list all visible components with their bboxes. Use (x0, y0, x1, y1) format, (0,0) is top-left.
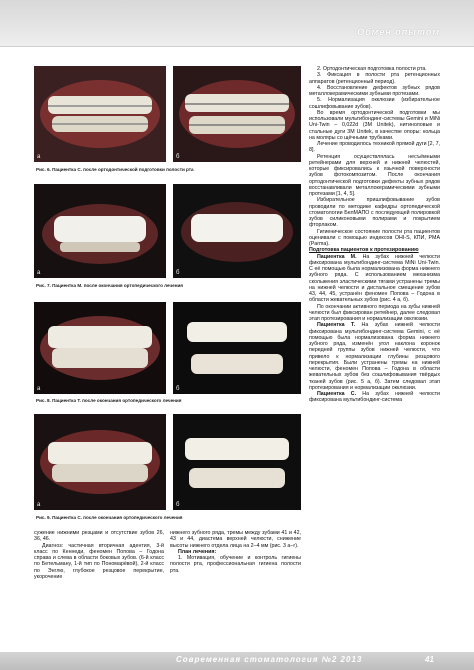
figure-9-caption: Рис. 9. Пациентка С. после окончания ортопедического лечения (36, 515, 183, 520)
figure-7a-photo (34, 184, 166, 278)
paragraph: 1. Мотивация, обучение и контроль гигиены полости рта, профессиональная гигиена полости рта. (170, 555, 301, 574)
figure-6a-photo (34, 66, 166, 162)
text-column-right (309, 66, 440, 404)
figure-7-caption: Рис. 7. Пациентка М. после окончания ортопедического лечения (36, 283, 183, 288)
patient-name: Пациентка Т. (317, 322, 356, 329)
teeth-icon (173, 184, 301, 278)
figure-9a-photo (34, 414, 166, 510)
figure-6b-label: б (176, 154, 180, 160)
text-column-middle (170, 530, 301, 574)
figure-6a-label: а (37, 154, 41, 160)
figure-7a-label: а (37, 270, 41, 276)
paragraph: Во время ортодонтической подготовки мы использовали мультибондинг-системы Gemini и MiNi Uni-Twin – 0,022d (3M Unitek), нитиноловые и стальные дуги 3M Unitek, в качестве опоры: кольца на моляры со щёчными трубками. (309, 109, 440, 141)
figure-9a-label: а (37, 502, 41, 508)
paragraph: Диагноз: частичная вторичная адентия, 3-й класс по Кеннеди, феномен Попова – Годона справа и слева в области боковых зубов. (6-й класс по Бетельману, 1-й тип по Пономарёвой), 2-й класс по Энглю, глубокое резцовое перекрытие, укорочение (34, 542, 164, 580)
figure-6b-photo (173, 66, 301, 162)
teeth-icon (34, 184, 166, 278)
page-number: 41 (425, 655, 434, 664)
list-item: 3. Фиксация в полости рта ретенционных аппаратов (ретенционный период). (309, 72, 440, 85)
figure-8a-label: а (37, 386, 41, 392)
journal-name: Современная стоматология №2 2013 (176, 655, 363, 664)
figure-7b-photo (173, 184, 301, 278)
paragraph-text: На зубах нижней челюсти фиксирована мультибондинг-система MiNi Uni-Twin. С её помощью была нормализована форма нижнего зубного ряда. С использованием механизма скольжения эластическими тягами устранены тремы на нижней челюсти и дистальное смещение зубов 43, 44, 45, устранён феномен Попова – Годона в области жевательных зубов (рис. 4 а, б). (309, 253, 440, 304)
list-item: 4. Восстановление дефектов зубных рядов металлокерамическими зубными протезами. (309, 84, 440, 97)
patient-name: Пациентка М. (317, 253, 357, 260)
figure-8b-photo (173, 302, 301, 394)
paragraph: Лечение проводилось техникой прямой дуги [2, 7, 8]. (309, 141, 440, 154)
paragraph (309, 391, 440, 404)
teeth-icon (34, 414, 166, 510)
teeth-icon (173, 414, 301, 510)
header-band (0, 0, 474, 47)
paragraph-text: На зубах нижней челюсти фиксирована мультибондинг-система (309, 391, 441, 404)
paragraph (309, 254, 440, 304)
teeth-braces-icon (173, 66, 301, 162)
figure-6-caption: Рис. 6. Пациентка С. после ортодонтической подготовки полости рта (36, 167, 194, 172)
plan-title: План лечения: (178, 548, 217, 555)
figure-7b-label: б (176, 270, 180, 276)
paragraph: нижнего зубного ряда, тремы между зубами 41 и 42, 43 и 44, диастема верхней челюсти, снижение высоты нижнего отдела лица на 2–4 мм (рис. 3 а–г). (170, 530, 301, 549)
teeth-braces-icon (34, 66, 166, 162)
list-item: 2. Ортодонтическая подготовка полости рта. (317, 66, 427, 72)
patient-name: Пациентка С. (317, 391, 357, 397)
paragraph (309, 322, 440, 391)
paragraph-text: На зубах нижней челюсти фиксирована мультибондинг-система Gemini, с её помощью была нормализована форма нижнего зубного ряда, изменён угол наклона коронок передней группы зубов нижней челюсти, что привело к нормализации глубины резцового перекрытия. Были устранены тремы на нижней челюсти, феномен Попова – Годона в области жевательных зубов без сошлифовывания твёрдых тканей зубов (рис. 5 а, б). Затем следовал этап протезирования и нормализации окклюзии. (309, 322, 440, 391)
paragraph: Избирательное пришлифовывание зубов проводили по методике кафедры ортопедической стоматологии БелМАПО с последующей полировкой зубов силиконовыми полирами и покрытием фторлаком. (309, 197, 440, 229)
section-title: Обмен опытом (357, 27, 440, 37)
figure-8a-photo (34, 302, 166, 394)
paragraph: сужение нижними резцами и отсутствие зубов 26, 36, 46. (34, 530, 164, 543)
paragraph: По окончании активного периода на зубы нижней челюсти был фиксирован ретейнер, далее следовал этап протезирования и нормализации окклюзии. (309, 303, 440, 322)
paragraph: Гигиеническое состояние полости рта пациентов оценивали с помощью индексов OHI-S, КПИ, PMA (Parma). (309, 228, 440, 247)
text-column-left (34, 530, 164, 580)
figure-8-caption: Рис. 8. Пациентка Т. после окончания ортопедического лечения (36, 398, 182, 403)
teeth-icon (34, 302, 166, 394)
paragraph: Ретенция осуществлялась несъёмными ретейнерами для верхней и нижней челюстей, которые фиксировались к язычной поверхности зубов фотокомпозитом. После окончания ортодонтической подготовки дефекты зубных рядов восстанавливали металлокерамическими зубными протезами [1, 4, 5]. (309, 153, 440, 197)
figure-9b-photo (173, 414, 301, 510)
figure-9b-label: б (176, 502, 180, 508)
teeth-icon (173, 302, 301, 394)
subsection-heading: Подготовка пациентов к протезированию (309, 247, 419, 254)
figure-8b-label: б (176, 386, 180, 392)
list-item: 5. Нормализация окклюзии (избирательное сошлифовывание зубов). (309, 97, 440, 110)
